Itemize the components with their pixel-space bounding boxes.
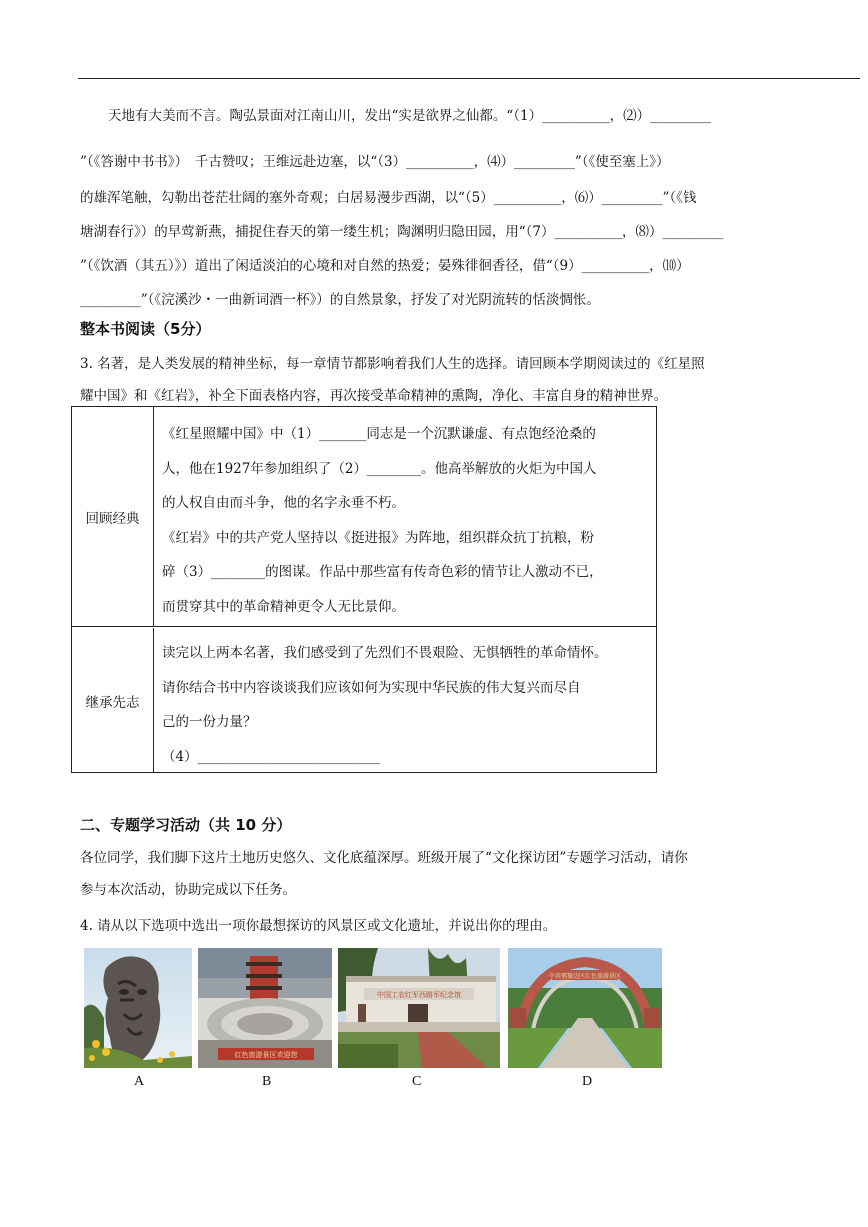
table-cell-review (162, 417, 654, 624)
tower-snow-aerial-photo[interactable] (198, 948, 332, 1068)
table-label-inherit: 继承先志 (72, 628, 154, 773)
photo-caption-a: A (134, 1074, 145, 1089)
poem-line-3: 的雄浑笔触，勾勒出苍茫壮阔的塞外奇观；白居易漫步西湖，以“（5）__________，⑹）_________”（《钱 (80, 190, 697, 206)
table-row-review-classics (72, 407, 656, 627)
table-label-review: 回顾经典 (72, 407, 154, 626)
inherit-line-2: 请你结合书中内容谈谈我们应该如何为实现中华民族的伟大复兴而尽自 (162, 679, 581, 696)
review-line-3: 的人权自由而斗争，他的名字永垂不朽。 (162, 495, 405, 511)
photo-caption-c: C (412, 1074, 422, 1089)
question-4: 4. 请从以下选项中选出一项你最想探访的风景区或文化遗址，并说出你的理由。 (80, 918, 557, 934)
photo-caption-b: B (262, 1074, 272, 1089)
photo-caption-d: D (582, 1074, 593, 1089)
poem-line-1: 天地有大美而不言。陶弘景面对江南山川，发出“实是欲界之仙都。“（1）__________，⑵）_________ (108, 108, 711, 124)
memorial-hall-building-photo[interactable] (338, 948, 500, 1068)
question-3-line-2: 耀中国》和《红岩》，补全下面表格内容，再次接受革命精神的熏陶，净化、丰富自身的精神世界。 (80, 388, 668, 404)
reading-table (71, 406, 657, 773)
photo-c-sign: 中国工农红军西路军纪念馆 (377, 991, 461, 999)
review-line-2: 人，他在1927年参加组织了（2）________。他高举解放的火炬为中国人 (162, 460, 597, 477)
activity-intro-line-2: 参与本次活动，协助完成以下任务。 (80, 882, 296, 898)
review-line-4: 《红岩》中的共产党人坚持以《挺进报》为阵地，组织群众抗丁抗粮，粉 (162, 529, 594, 546)
question-3-line-1: 3. 名著，是人类发展的精神坐标，每一章情节都影响着我们人生的选择。请回顾本学期阅读过的《红星照 (80, 356, 705, 372)
heading-points: 10 (235, 816, 257, 834)
activity-intro-line-1: 各位同学，我们脚下这片土地历史悠久、文化底蕴深厚。班级开展了“文化探访团”专题学习活动，请你 (80, 850, 688, 866)
photo-b-sign: 红色旅游景区欢迎您 (234, 1051, 298, 1059)
activity-section-heading (80, 814, 291, 835)
review-line-5: 碎（3）________的图谋。作品中那些富有传奇色彩的情节让人激动不已， (162, 564, 603, 580)
table-row-inherit (72, 628, 656, 773)
arch-gate-road-photo[interactable] (508, 948, 662, 1068)
poem-line-5: ”（《饮酒（其五）》）道出了闲适淡泊的心境和对自然的热爱；晏殊徘徊香径，借“（9）__________，⑽） (80, 258, 690, 274)
header-rule (78, 78, 860, 79)
review-line-1: 《红星照耀中国》中（1）_______同志是一个沉默谦虚、有点饱经沧桑的 (162, 426, 596, 442)
poem-line-2: ”（《答谢中书书》） 千古赞叹；王维远赴边塞，以“（3）__________，⑷）_________”（《使至塞上》） (80, 154, 670, 170)
poem-line-4: 塘湖春行》）的早莺新燕，捕捉住春天的第一缕生机；陶渊明归隐田园，用“（7）__________，⑻）_________ (80, 224, 724, 240)
heading-prefix: 二、专题学习活动（共 (80, 816, 236, 834)
inherit-line-3: 己的一份力量？ (162, 714, 257, 730)
reading-section-heading: 整本书阅读（5分） (80, 320, 211, 338)
heading-suffix: 分） (256, 816, 292, 834)
inherit-line-1: 读完以上两本名著，我们感受到了先烈们不畏艰险、无惧牺牲的革命情怀。 (162, 645, 608, 661)
review-line-6: 而贯穿其中的革命精神更令人无比景仰。 (162, 598, 405, 615)
stone-face-statue-photo[interactable] (84, 948, 192, 1068)
poem-line-6: _________”（《浣溪沙・一曲新词酒一杯》）的自然景象，抒发了对光阴流转的恬淡惆怅。 (80, 292, 600, 308)
table-cell-inherit (162, 636, 654, 774)
photo-d-sign: 中共鄂豫边区红色旅游景区 (548, 973, 622, 980)
answer-blank-4[interactable]: （4）___________________________ (162, 748, 380, 765)
